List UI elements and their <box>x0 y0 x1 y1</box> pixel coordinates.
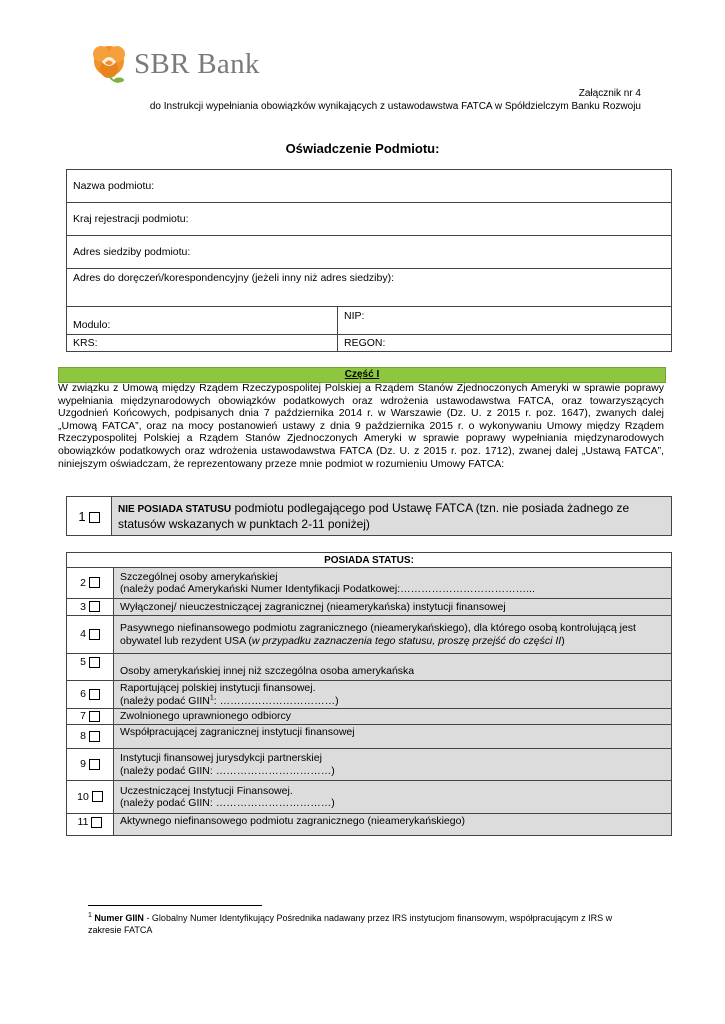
part-1-declaration-text: W związku z Umową między Rządem Rzeczypospolitej Polskiej a Rządem Stanów Zjednoczonych Ameryki w sprawie poprawy wypełniania międzynarodowych obowiązków podatkowych oraz wdrożenia ustawodawstwa FATCA, oraz towarzyszących Uzgodnień Końcowych, podpisanych dnia 7 października 2014 r. w Warszawie (Dz. U. z 2015 r. poz. 1647), zwanych dalej „Umową FATCA”, oraz na mocy postanowień ustawy z dnia 9 października 2015 r. o wykonywaniu Umowy między Rządem Rzeczypospolitej Polskiej a Rządem Stanów Zjednoczonych Ameryki w sprawie poprawy wypełniania międzynarodowych obowiązków podatkowych oraz wdrożenia ustawodawstwa FATCA (Dz. U. z 2015 r. poz. 1712), zwanej dalej „Ustawą FATCA”, niniejszym oświadczam, że reprezentowany przeze mnie podmiot w rozumieniu Umowy FATCA: <box>58 382 664 470</box>
entity-krs-label: KRS: <box>73 337 98 349</box>
option-5-label: Osoby amerykańskiej innej niż szczególna osoba amerykańska <box>114 654 672 681</box>
option-2-checkbox[interactable] <box>89 577 100 588</box>
page-title: Oświadczenie Podmiotu: <box>285 141 440 156</box>
entity-country-field[interactable] <box>67 203 672 236</box>
footnote-mark: 1 <box>88 912 92 919</box>
option-3-label: Wyłączonej/ nieuczestniczącej zagranicznej (nieamerykańska) instytucji finansowej <box>114 599 672 616</box>
option-7-label: Zwolnionego uprawnionego odbiorcy <box>114 709 672 725</box>
entity-correspondence-label: Adres do doręczeń/korespondencyjny (jeżeli inny niż adres siedziby): <box>73 272 394 284</box>
entity-regon-field[interactable] <box>338 335 672 352</box>
option-1-number: 1 <box>67 497 112 536</box>
option-3-checkbox[interactable] <box>89 601 100 612</box>
option-1-checkbox[interactable] <box>89 512 100 523</box>
rose-flower-icon <box>93 46 125 83</box>
footnote <box>88 912 648 936</box>
option-10-label: Uczestniczącej Instytucji Finansowej. (należy podać GIIN: ……………………………) <box>114 781 672 814</box>
option-4-number: 4 <box>67 616 114 654</box>
option-7-number: 7 <box>67 709 114 725</box>
option-11-checkbox[interactable] <box>91 817 102 828</box>
entity-krs-field[interactable] <box>67 335 338 352</box>
entity-data-table <box>66 169 672 352</box>
option-1-bold: NIE POSIADA STATUSU <box>118 503 232 515</box>
footnote-term: Numer GIIN <box>94 913 144 923</box>
option-1-text: podmiotu podlegającego pod Ustawę FATCA (tzn. nie posiada żadnego ze statusów wskazanych w punktach 2-11 poniżej) <box>118 500 630 531</box>
entity-nip-field[interactable] <box>338 307 672 335</box>
entity-modulo-label: Modulo: <box>73 319 111 331</box>
entity-regon-label: REGON: <box>344 337 386 349</box>
option-5-checkbox[interactable] <box>89 657 100 668</box>
status-table-heading: POSIADA STATUS: <box>67 553 672 568</box>
option-6-checkbox[interactable] <box>89 689 100 700</box>
option-3-number: 3 <box>67 599 114 616</box>
option-8-number: 8 <box>67 725 114 749</box>
option-10-number: 10 <box>67 781 114 814</box>
footnote-divider <box>88 905 262 906</box>
entity-country-label: Kraj rejestracji podmiotu: <box>73 213 189 225</box>
option-4-label: Pasywnego niefinansowego podmiotu zagranicznego (nieamerykańskiego), dla którego osobą kontrolującą jest obywatel lub rezydent USA (w przypadku zaznaczenia tego statusu, proszę przejść do części II) <box>114 616 672 654</box>
status-table <box>66 552 672 836</box>
option-6-label: Raportującej polskiej instytucji finansowej. (należy podać GIIN$^1$: ……………………………) <box>114 681 672 709</box>
option-2-number: 2 <box>67 568 114 599</box>
entity-correspondence-field[interactable] <box>67 269 672 307</box>
option-9-number: 9 <box>67 749 114 781</box>
option-4-checkbox[interactable] <box>89 629 100 640</box>
entity-modulo-field[interactable] <box>67 307 338 335</box>
option-11-label: Aktywnego niefinansowego podmiotu zagranicznego (nieamerykańskiego) <box>114 814 672 836</box>
attachment-number: Załącznik nr 4 <box>578 88 641 99</box>
entity-address-field[interactable] <box>67 236 672 269</box>
no-status-box <box>66 496 672 536</box>
option-10-checkbox[interactable] <box>92 791 103 802</box>
option-8-checkbox[interactable] <box>89 731 100 742</box>
option-9-label: Instytucji finansowej jurysdykcji partnerskiej (należy podać GIIN: ……………………………) <box>114 749 672 781</box>
option-7-checkbox[interactable] <box>89 711 100 722</box>
option-5-number: 5 <box>67 654 114 681</box>
option-9-checkbox[interactable] <box>89 759 100 770</box>
option-2-label: Szczególnej osoby amerykańskiej (należy podać Amerykański Numer Identyfikacji Podatkowej:………………………………... <box>114 568 672 599</box>
option-8-label: Współpracującej zagranicznej instytucji finansowej <box>114 725 672 749</box>
option-11-number: 11 <box>67 814 114 836</box>
logo-text: SBR Bank <box>134 48 260 80</box>
attachment-description: do Instrukcji wypełniania obowiązków wynikających z ustawodawstwa FATCA w Spółdzielczym Banku Rozwoju <box>149 101 641 112</box>
entity-name-field[interactable] <box>67 170 672 203</box>
option-6-number: 6 <box>67 681 114 709</box>
entity-nip-label: NIP: <box>344 310 365 322</box>
footnote-text: - Globalny Numer Identyfikujący Pośrednika nadawany przez IRS instytucjom finansowym, współpracującym z IRS w zakresie FATCA <box>88 913 613 935</box>
part-1-heading: Część I <box>58 367 666 383</box>
option-1-label <box>112 497 672 536</box>
entity-name-label: Nazwa podmiotu: <box>73 180 155 192</box>
entity-address-label: Adres siedziby podmiotu: <box>73 246 191 258</box>
